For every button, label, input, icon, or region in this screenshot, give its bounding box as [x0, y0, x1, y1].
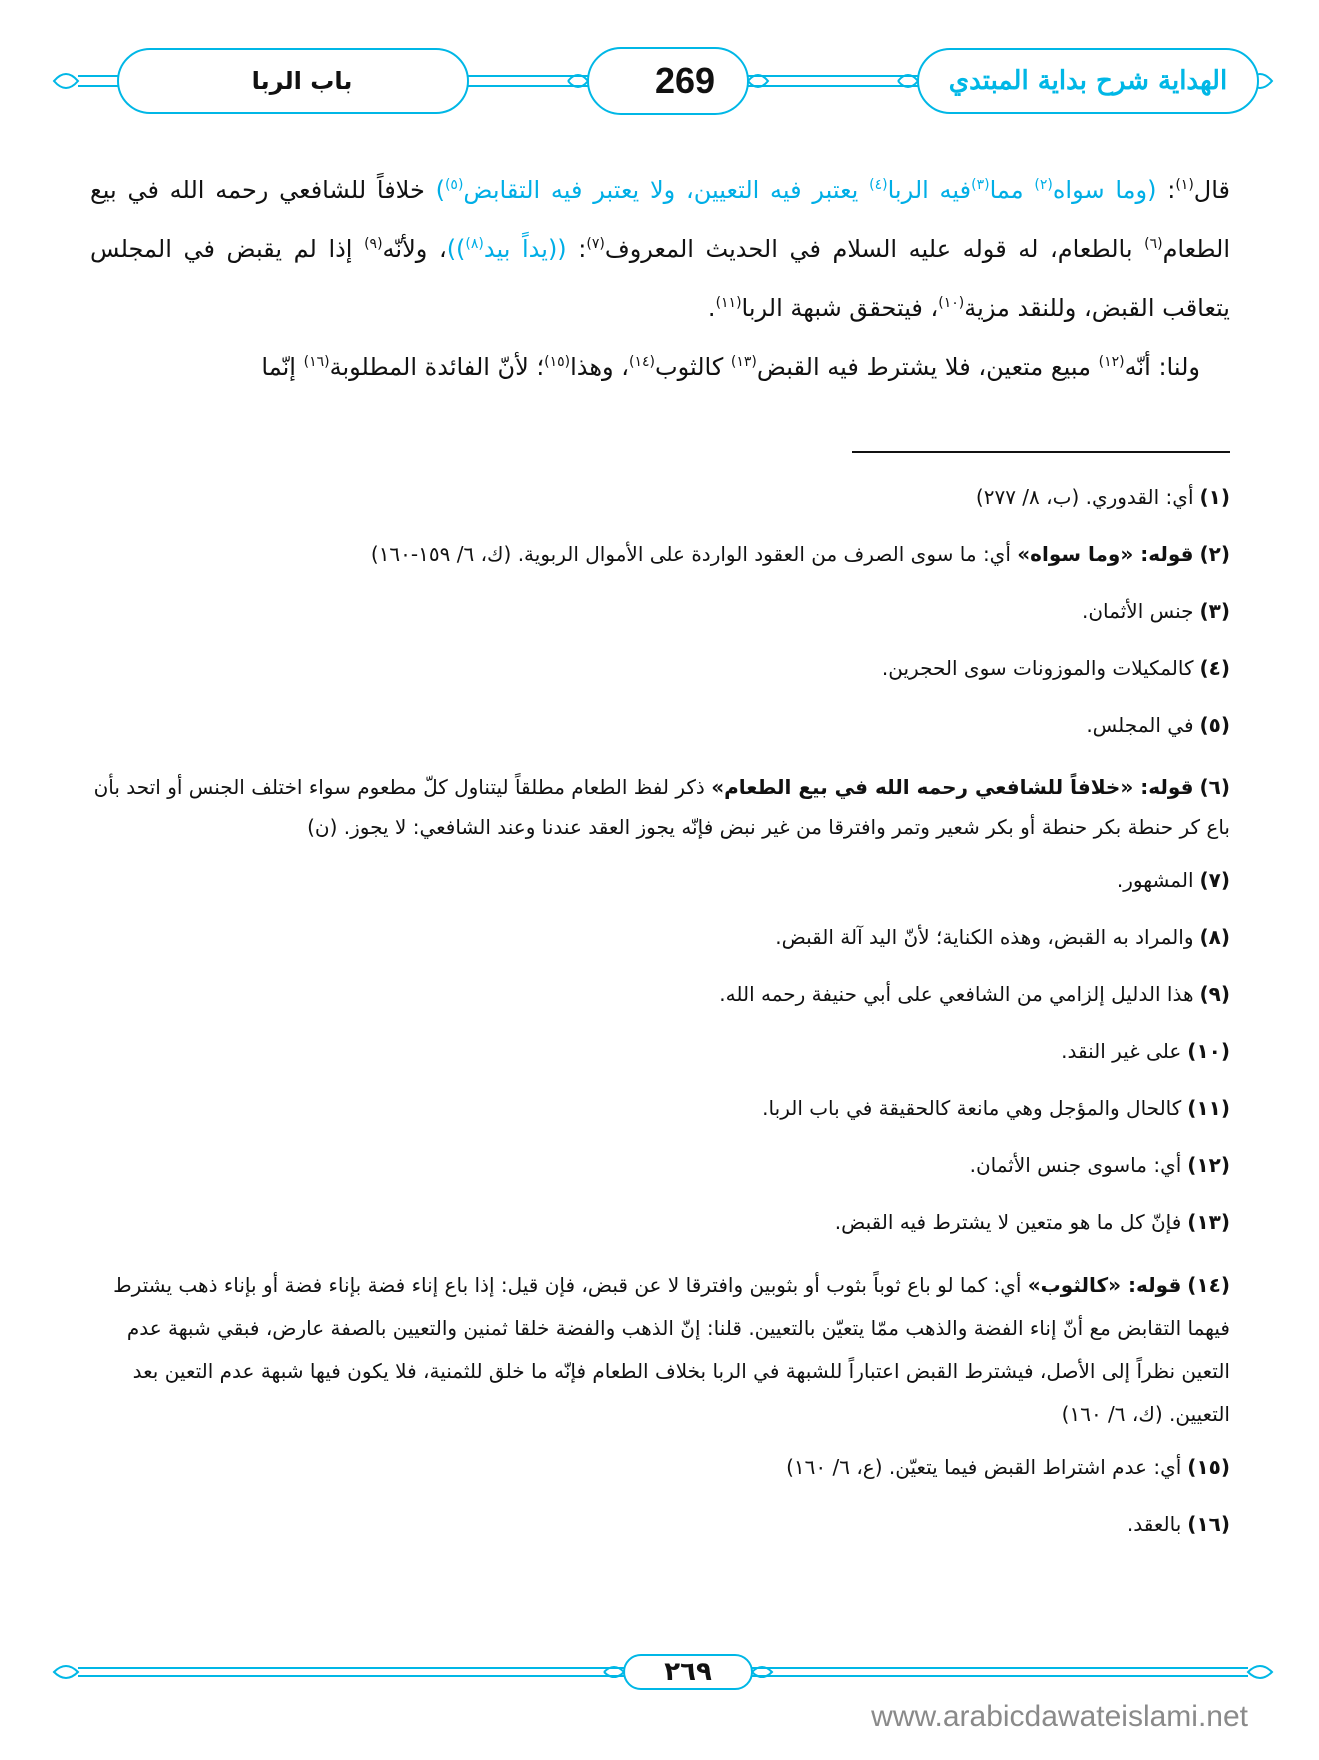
footer-page-number: ٢٦٩ [664, 1657, 712, 1687]
footnote: (٦)قوله: «خلافاً للشافعي رحمه الله في بيع الطعام» ذكر لفظ الطعام مطلقاً ليتناول كلّ مطعوم سواء اختلف الجنس أو اتحد بأن باع كر حنطة بكر حنطة أو بكر شعير وتمر وافترقا من غير نبض فإنّه يجوز العقد عندنا وعند الشافعي: لا يجوز. (ن) [93, 775, 1230, 839]
footnote: (٤)كالمكيلات والموزونات سوى الحجرين. [881, 656, 1230, 680]
footnote: (٣)جنس الأثمان. [1082, 599, 1230, 623]
footnote: (١٥)أي: عدم اشتراط القبض فيما يتعيّن. (ع، ٦/ ١٦٠) [786, 1455, 1230, 1479]
main-paragraph-2: ولنا: أنّه$^{(١٢)}$ مبيع متعين، فلا يشترط فيه القبض$^{(١٣)}$ كالثوب$^{(١٤)}$، وهذا$^{(١٥)}$؛ لأنّ الفائدة المطلوبة$^{(١٦)}$ إنّما [261, 353, 1200, 381]
book-title: الهداية شرح بداية المبتدي [948, 66, 1228, 96]
footnote: (١٤)قوله: «كالثوب» أي: كما لو باع ثوباً بثوب أو بثوبين وافترقا لا عن قبض، فإن قيل: إذا باع إناء فضة بإناء فضة أو بإناء ذهب يشترط فيهما التقابض مع أنّ إناء الفضة والذهب ممّا يتعيّن بالتعيين. قلنا: إنّ الذهب والفضة خلقا ثمنين والتعيين بالصفة عارض، فبقي شبهة عدم التعين نظراً إلى الأصل، فيشترط القبض اعتباراً للشبهة في الربا بخلاف الطعام فإنّه ما خلق للثمنية، فلا يكون فيها شبهة عدم التعين بعد التعيين. (ك، ٦/ ١٦٠) [113, 1273, 1230, 1426]
main-text [90, 158, 1230, 394]
main-paragraph-1: قال$^{(١)}$: (وما سواه$^{(٢)}$ مما$^{(٣)}$فيه الربا$^{(٤)}$ يعتبر فيه التعيين، ولا يعتبر فيه التقابض$^{(٥)}$) خلافاً للشافعي رحمه الله في بيع الطعام$^{(٦)}$ بالطعام، له قوله عليه السلام في الحديث المعروف$^{(٧)}$: ((يداً بيد$^{(٨)}$))، ولأنّه$^{(٩)}$ إذا لم يقبض في المجلس يتعاقب القبض، وللنقد مزية$^{(١٠)}$، فيتحقق شبهة الربا$^{(١١)}$. [90, 176, 1231, 322]
footnote: (٧)المشهور. [1116, 868, 1230, 892]
footnote: (١٢)أي: ماسوى جنس الأثمان. [969, 1153, 1230, 1177]
footnote: (١)أي: القدوري. (ب، ٨/ ٢٧٧) [975, 485, 1230, 509]
page-number: 269 [654, 60, 716, 101]
footnote: (١٠)على غير النقد. [1061, 1039, 1230, 1063]
footnote: (١٣)فإنّ كل ما هو متعين لا يشترط فيه القبض. [834, 1210, 1230, 1234]
footnote: (١١)كالحال والمؤجل وهي مانعة كالحقيقة في باب الربا. [762, 1096, 1230, 1120]
footnote: (١٦)بالعقد. [1126, 1512, 1230, 1536]
footnote: (٥)في المجلس. [1086, 713, 1230, 737]
chapter-title: باب الربا [251, 67, 353, 95]
footnote: (٢)قوله: «وما سواه» أي: ما سوى الصرف من العقود الواردة على الأموال الربوية. (ك، ٦/ ١٥٩-١٦٠) [370, 542, 1230, 566]
website-watermark: www.arabicdawateislami.net [871, 1700, 1248, 1733]
footnotes [90, 482, 1230, 1566]
footnote: (٨)والمراد به القبض، وهذه الكناية؛ لأنّ اليد آلة القبض. [775, 925, 1230, 949]
footnote: (٩)هذا الدليل إلزامي من الشافعي على أبي حنيفة رحمه الله. [719, 982, 1230, 1006]
page-footer [48, 1654, 1278, 1690]
page-header [48, 46, 1278, 116]
footnote-separator [852, 451, 1230, 453]
